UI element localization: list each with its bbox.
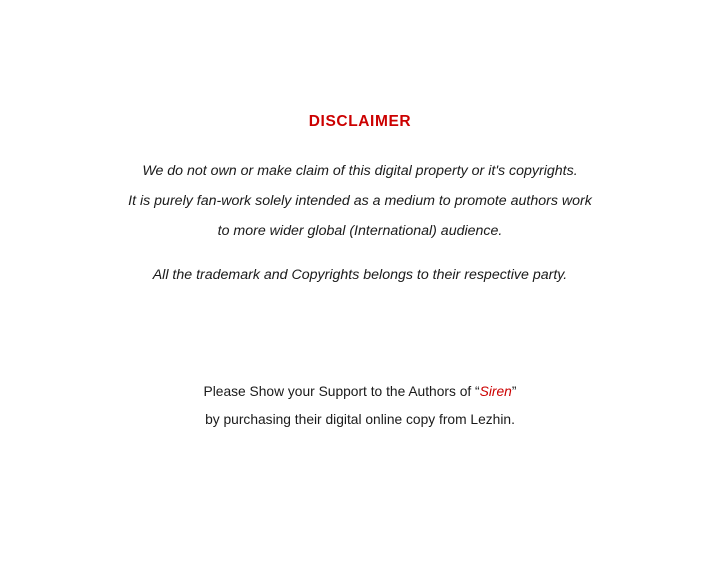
disclaimer-line-4: All the trademark and Copyrights belongs to their respective party. bbox=[152, 267, 568, 283]
support-line-2: by purchasing their digital online copy from Lezhin. bbox=[205, 412, 515, 427]
support-line-1 bbox=[0, 378, 720, 406]
disclaimer-line-2: It is purely fan-work solely intended as a medium to promote authors work bbox=[128, 193, 592, 209]
disclaimer-section bbox=[0, 112, 720, 290]
support-line-1-prefix: Please Show your Support to the Authors of “ bbox=[203, 384, 480, 399]
page-title: DISCLAIMER bbox=[308, 113, 412, 130]
work-title: Siren bbox=[479, 384, 512, 399]
disclaimer-body bbox=[0, 156, 720, 290]
disclaimer-line-1: We do not own or make claim of this digital property or it's copyrights. bbox=[142, 163, 578, 179]
support-section bbox=[0, 378, 720, 434]
disclaimer-line-3: to more wider global (International) audience. bbox=[217, 223, 503, 239]
paragraph-spacer bbox=[0, 246, 720, 260]
support-line-1-suffix: ” bbox=[511, 384, 517, 399]
